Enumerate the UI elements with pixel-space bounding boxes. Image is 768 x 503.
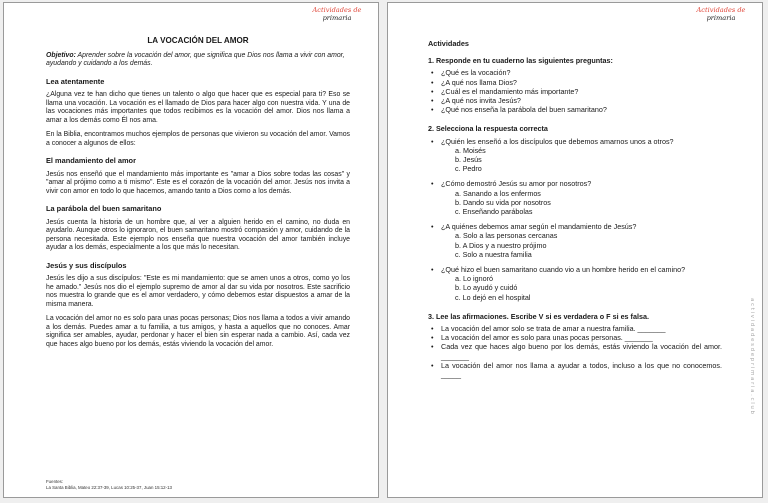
answer-options: [428, 274, 722, 302]
question-block-2: [428, 124, 722, 301]
answer-options: [428, 189, 722, 217]
section-paragraph: Jesús nos enseñó que el mandamiento más importante es "amar a Dios sobre todas las cosas" y "amar al prójimo como a ti mismo". Este es el corazón de la vocación del amor. Jesús nos invita a vivir con amor en todo lo que hacemos, amando tanto a Dios como a los demás.: [46, 170, 350, 195]
section-heading: La parábola del buen samaritano: [46, 204, 162, 213]
multiple-choice-question: [428, 265, 722, 302]
reading-content: [46, 37, 350, 358]
true-false-list: [428, 324, 722, 379]
section-good-samaritan: [46, 205, 350, 253]
answer-option: b. Jesús: [455, 155, 482, 165]
answer-option: a. Sanando a los enfermos: [455, 188, 541, 198]
brand-line-1: Actividades de: [696, 6, 746, 14]
section-heading: Lea atentamente: [46, 76, 105, 86]
objective: [46, 52, 350, 69]
section-heading: Jesús y sus discípulos: [46, 260, 127, 270]
question-text: • ¿Quién les enseñó a los discípulos que debemos amarnos unos a otros?: [428, 137, 722, 146]
answer-option: b. Lo ayudó y cuidó: [455, 283, 518, 293]
question-text: • ¿Qué hizo el buen samaritano cuando vio a un hombre herido en el camino?: [428, 265, 722, 274]
multiple-choice-question: [428, 222, 722, 259]
answer-option: a. Moisés: [455, 145, 486, 155]
page-title: LA VOCACIÓN DEL AMOR: [147, 36, 249, 45]
section-read-carefully: [46, 78, 350, 149]
question-title: 2. Selecciona la respuesta correcta: [428, 124, 548, 134]
list-item: • ¿Qué nos enseña la parábola del buen samaritano?: [428, 105, 722, 114]
brand-logo: [691, 6, 751, 22]
list-item: • ¿Qué es la vocación?: [428, 68, 722, 77]
answer-option: c. Pedro: [455, 164, 482, 174]
answer-options: [428, 146, 722, 174]
brand-line-1: Actividades de: [312, 6, 362, 14]
answer-option: a. Lo ignoró: [455, 274, 493, 284]
question-title: 3. Lee las afirmaciones. Escribe V si es verdadera o F si es falsa.: [428, 311, 649, 321]
list-item: • La vocación del amor nos llama a ayudar a todos, incluso a los que no conocemos. _____: [428, 361, 722, 379]
brand-logo: [307, 6, 367, 22]
sources-text: La Santa Biblia, Mateo 22:37-39, Lucas 10:25-37, Juan 15:12-13: [46, 484, 172, 490]
question-block-1: [428, 56, 722, 114]
multiple-choice-question: [428, 137, 722, 174]
question-block-3: [428, 312, 722, 379]
list-item: • ¿Cuál es el mandamiento más importante?: [428, 87, 722, 96]
answer-options: [428, 231, 722, 259]
answer-option: c. Solo a nuestra familia: [455, 249, 532, 259]
question-text: • ¿A quiénes debemos amar según el mandamiento de Jesús?: [428, 222, 722, 231]
section-heading: El mandamiento del amor: [46, 156, 136, 165]
sources: [46, 479, 346, 490]
list-item: • La vocación del amor es solo para unas pocas personas. _______: [428, 333, 722, 342]
section-paragraph: Jesús cuenta la historia de un hombre que, al ver a alguien herido en el camino, no duda en ayudarlo. Aunque otros lo ignoraron, el buen samaritano mostró compasión y amor, cuidando de la persona necesitada. Este ejemplo nos enseña que nuestra vocación del amor también incluye ayudar a los demás, especialmente a los que más lo necesitan.: [46, 218, 350, 251]
objective-label: Objetivo:: [46, 51, 76, 59]
answer-option: c. Lo dejó en el hospital: [455, 292, 531, 302]
answer-option: a. Solo a las personas cercanas: [455, 231, 558, 241]
worksheet-page-right: [387, 2, 763, 498]
question-list: [428, 68, 722, 114]
sources-label: Fuentes:: [46, 479, 64, 485]
list-item: • La vocación del amor solo se trata de amar a nuestra familia. _______: [428, 324, 722, 333]
list-item: • ¿A qué nos llama Dios?: [428, 78, 722, 87]
brand-line-2: primaria: [706, 14, 736, 23]
section-paragraph: ¿Alguna vez te han dicho que tienes un talento o algo que hacer que es especial para ti? Eso se llama una vocación. La vocación es el llamado de Dios para hacer algo con nuestra vida. Y una de las vocaciones más importantes que todos recibimos es la vocación del amor. Dios nos llama a amar a los demás como Él nos ama.: [46, 91, 350, 124]
multiple-choice-question: [428, 179, 722, 216]
answer-option: c. Enseñando parábolas: [455, 207, 533, 217]
activities-content: [428, 39, 722, 389]
section-paragraph: En la Biblia, encontramos muchos ejemplos de personas que vivieron su vocación del amor. Vamos a conocer a algunos de ellos:: [46, 131, 350, 147]
watermark: actividadesdeprimaria.club: [749, 298, 755, 416]
worksheet-page-left: [3, 2, 379, 498]
answer-option: b. A Dios y a nuestro prójimo: [455, 240, 547, 250]
objective-text: Aprender sobre la vocación del amor, que significa que Dios nos llama a vivir con amor, ayudando y cuidando a los demás.: [46, 51, 345, 67]
activities-heading: Actividades: [428, 39, 469, 48]
section-commandment: [46, 157, 350, 196]
brand-line-2: primaria: [322, 14, 352, 23]
list-item: • Cada vez que haces algo bueno por los demás, estás viviendo la vocación del amor. _______: [428, 342, 722, 360]
section-jesus-disciples: [46, 262, 350, 350]
question-title: 1. Responde en tu cuaderno las siguientes preguntas:: [428, 56, 613, 66]
section-paragraph: Jesús les dijo a sus discípulos: "Este es mi mandamiento: que se amen unos a otros, como yo los he amado." Jesús nos dio el ejemplo supremo de amor al dar su vida por nosotros. Este sacrificio nos muestra lo grande que es el amor verdadero, y cómo debemos estar dispuestos a amar de la misma manera.: [46, 275, 350, 308]
list-item: • ¿A qué nos invita Jesús?: [428, 96, 722, 105]
section-paragraph: La vocación del amor no es solo para unas pocas personas; Dios nos llama a todos a vivir amando a los demás. Puedes amar a tu familia, a tus amigos, y hasta a aquellos que no conoces. Amar significa ser amables, ayudar, perdonar y hacer el bien sin esperar nada a cambio. Así, cada vez que haces algo bueno por los demás, estás viviendo la vocación del amor.: [46, 315, 350, 348]
question-text: • ¿Cómo demostró Jesús su amor por nosotros?: [428, 179, 722, 188]
answer-option: b. Dando su vida por nosotros: [455, 197, 551, 207]
